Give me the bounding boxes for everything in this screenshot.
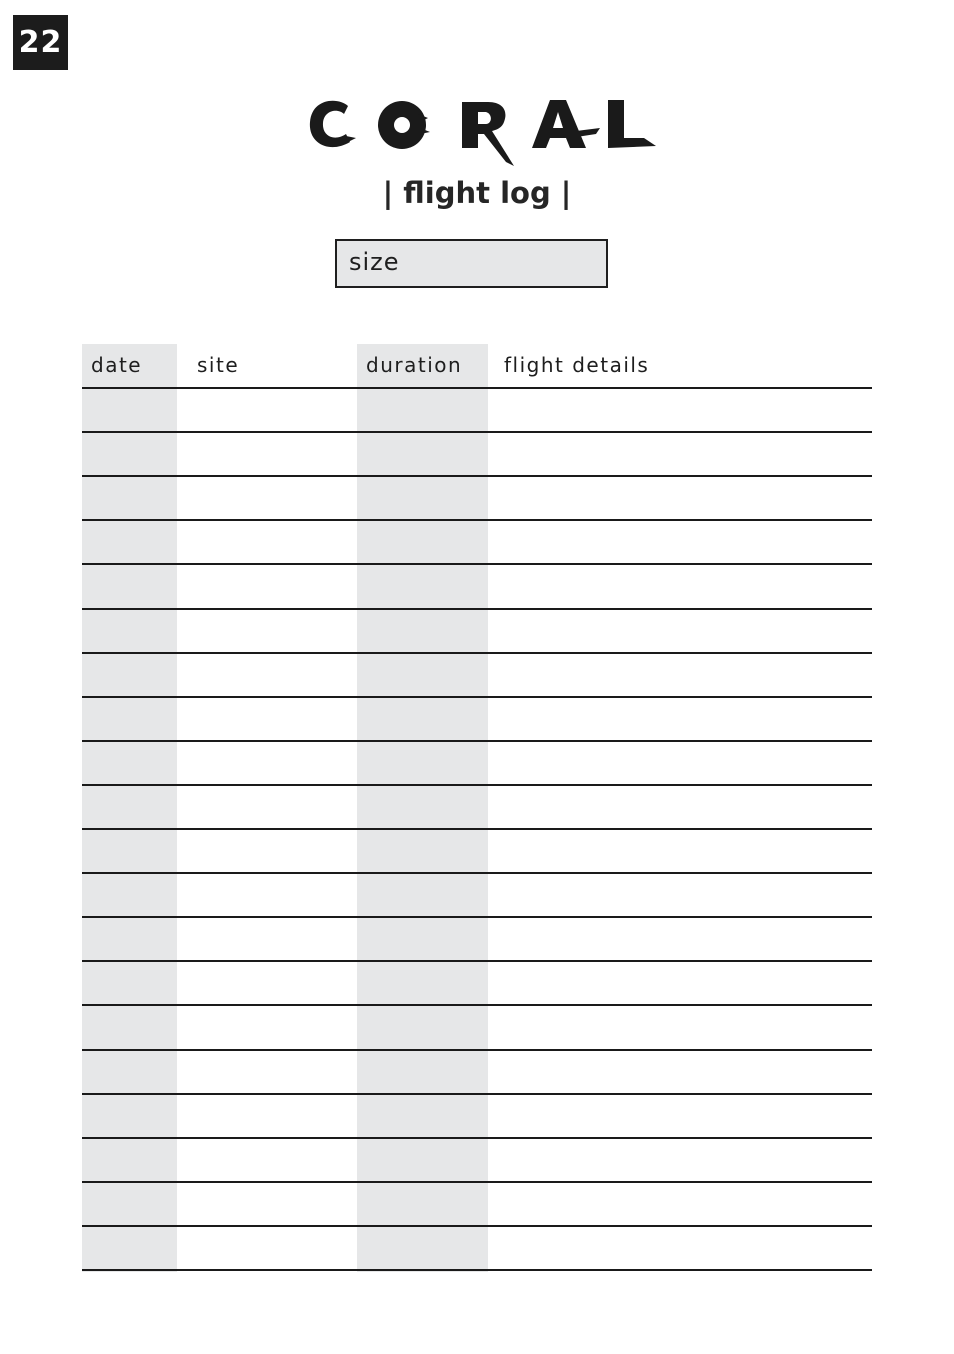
table-row[interactable] [82,519,872,521]
page-number: 22 [13,15,68,70]
table-row[interactable] [82,652,872,654]
table-row[interactable] [82,563,872,565]
table-row[interactable] [82,1269,872,1271]
coral-logo [300,92,660,172]
table-row[interactable] [82,828,872,830]
size-field[interactable] [335,239,608,288]
table-row[interactable] [82,1181,872,1183]
table-row[interactable] [82,1049,872,1051]
table-row[interactable] [82,475,872,477]
size-field-label: size [349,248,400,276]
table-row[interactable] [82,1093,872,1095]
flight-log-table [82,344,872,1274]
table-row[interactable] [82,916,872,918]
table-row[interactable] [82,696,872,698]
page-title: | flight log | [382,176,572,210]
table-row[interactable] [82,740,872,742]
table-row[interactable] [82,608,872,610]
table-row[interactable] [82,1225,872,1227]
column-header-site: site [197,353,240,377]
table-row[interactable] [82,431,872,433]
duration-column-shading [357,344,488,1272]
logo-letters [310,100,656,166]
table-row[interactable] [82,960,872,962]
column-header-date: date [91,353,143,377]
header-rule [82,387,872,389]
table-row[interactable] [82,784,872,786]
table-row[interactable] [82,1004,872,1006]
column-header-flight-details: flight details [504,353,650,377]
column-header-duration: duration [366,353,463,377]
date-column-shading [82,344,177,1272]
table-row[interactable] [82,872,872,874]
table-row[interactable] [82,1137,872,1139]
